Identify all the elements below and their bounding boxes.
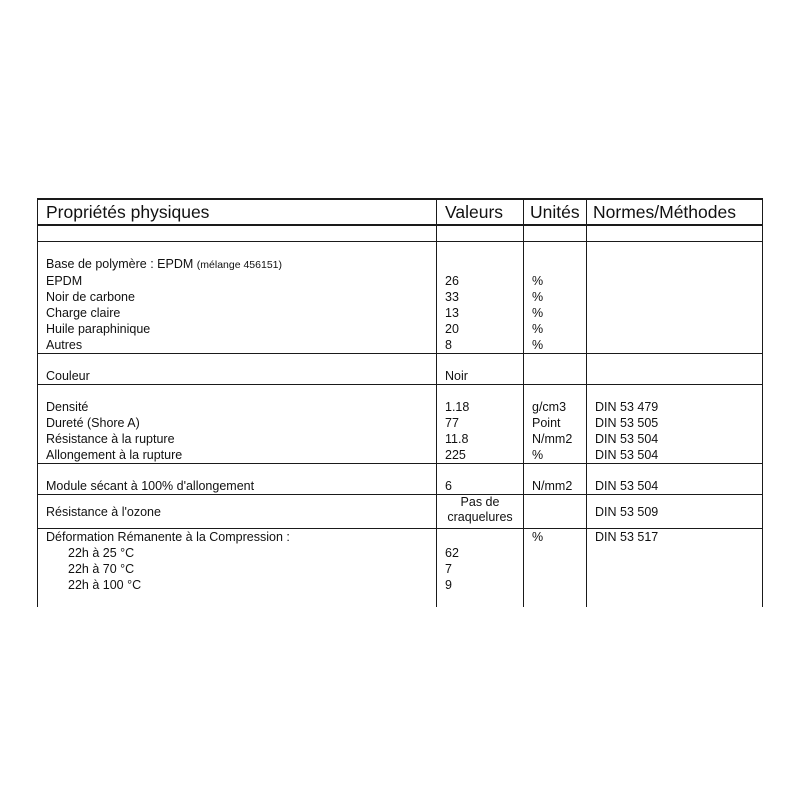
header-unit: Unités [524, 199, 587, 225]
property-norm: DIN 53 504 [587, 447, 763, 464]
composition-unit: % [524, 305, 587, 321]
composition-name: EPDM [38, 273, 437, 289]
table-row [38, 289, 763, 305]
table-row [38, 545, 763, 561]
property-unit: % [524, 447, 587, 464]
table-row [38, 447, 763, 464]
property-name: Résistance à la rupture [38, 431, 437, 447]
table-row [38, 305, 763, 321]
compression-name: Déformation Rémanente à la Compression : [38, 529, 437, 546]
header-value: Valeurs [437, 199, 524, 225]
composition-name: Charge claire [38, 305, 437, 321]
blank-row [38, 385, 763, 400]
property-unit: Point [524, 415, 587, 431]
ozone-norm: DIN 53 509 [587, 495, 763, 529]
composition-unit: % [524, 273, 587, 289]
compression-condition: 22h à 25 °C [68, 546, 135, 560]
property-unit: g/cm3 [524, 399, 587, 415]
composition-value: 26 [437, 273, 524, 289]
header-property: Propriétés physiques [38, 199, 437, 225]
table-row [38, 577, 763, 593]
modulus-name: Module sécant à 100% d'allongement [38, 478, 437, 495]
property-norm: DIN 53 479 [587, 399, 763, 415]
property-value: 11.8 [437, 431, 524, 447]
compression-value: 7 [437, 561, 524, 577]
composition-unit: % [524, 289, 587, 305]
property-norm: DIN 53 504 [587, 431, 763, 447]
ozone-value: Pas de craquelures [437, 495, 524, 529]
table-row [38, 321, 763, 337]
property-value: 225 [437, 447, 524, 464]
composition-value: 33 [437, 289, 524, 305]
color-row [38, 368, 763, 385]
color-name: Couleur [38, 368, 437, 385]
physical-properties-table [37, 198, 763, 607]
blank-row [38, 593, 763, 607]
composition-value: 13 [437, 305, 524, 321]
blank-row [38, 225, 763, 242]
base-polymer-cell [38, 256, 437, 273]
composition-value: 20 [437, 321, 524, 337]
ozone-row [38, 495, 763, 529]
modulus-norm: DIN 53 504 [587, 478, 763, 495]
composition-name: Noir de carbone [38, 289, 437, 305]
blank-row [38, 354, 763, 369]
table-row [38, 415, 763, 431]
base-polymer-label: Base de polymère : EPDM [46, 257, 194, 271]
compression-norm: DIN 53 517 [587, 529, 763, 546]
ozone-name: Résistance à l'ozone [38, 495, 437, 529]
compression-row [38, 529, 763, 546]
compression-unit: % [524, 529, 587, 546]
color-value: Noir [437, 368, 524, 385]
blank-row [38, 464, 763, 479]
table-row [38, 273, 763, 289]
table-row [38, 431, 763, 447]
modulus-row [38, 478, 763, 495]
table-row [38, 337, 763, 354]
property-name: Allongement à la rupture [38, 447, 437, 464]
table-row [38, 561, 763, 577]
property-norm: DIN 53 505 [587, 415, 763, 431]
modulus-unit: N/mm2 [524, 478, 587, 495]
blank-row [38, 242, 763, 257]
composition-value: 8 [437, 337, 524, 354]
property-name: Dureté (Shore A) [38, 415, 437, 431]
composition-unit: % [524, 321, 587, 337]
compression-condition: 22h à 100 °C [68, 578, 142, 592]
compression-condition: 22h à 70 °C [68, 562, 135, 576]
property-value: 77 [437, 415, 524, 431]
table-header-row [38, 199, 763, 225]
composition-name: Autres [38, 337, 437, 354]
table-row [38, 399, 763, 415]
composition-unit: % [524, 337, 587, 354]
property-value: 1.18 [437, 399, 524, 415]
composition-name: Huile paraphinique [38, 321, 437, 337]
modulus-value: 6 [437, 478, 524, 495]
property-unit: N/mm2 [524, 431, 587, 447]
base-polymer-note: (mélange 456151) [196, 259, 283, 271]
compression-value: 9 [437, 577, 524, 593]
base-polymer-row [38, 256, 763, 273]
compression-value: 62 [437, 545, 524, 561]
property-name: Densité [38, 399, 437, 415]
header-norm: Normes/Méthodes [587, 199, 763, 225]
